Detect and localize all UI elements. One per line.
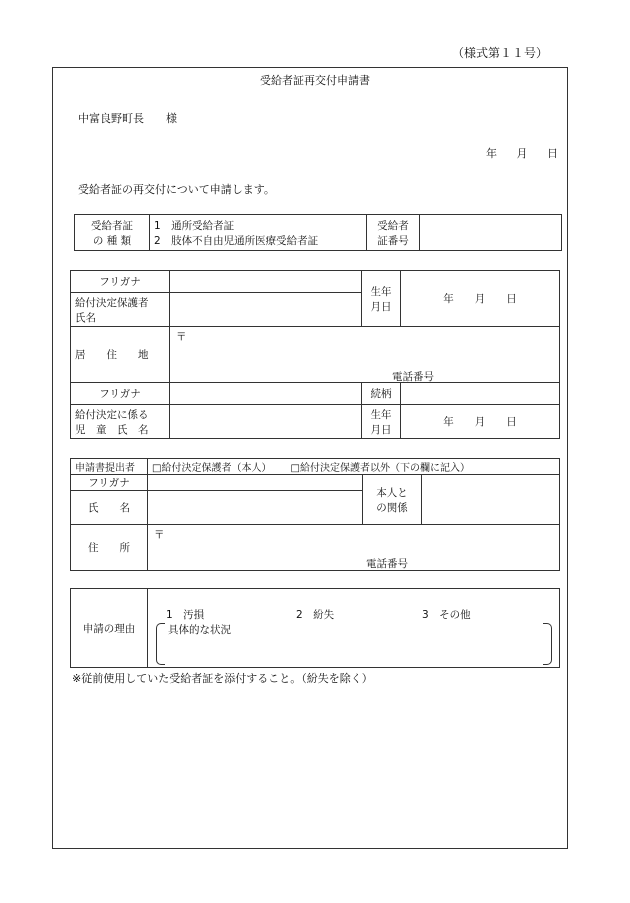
guardian-dob-label [362, 271, 401, 327]
guardian-phone-label: 電話番号 [392, 371, 434, 383]
guardian-name-label-1: 給付決定保護者 [75, 296, 149, 309]
type-label-line2: の 種 類 [92, 234, 132, 247]
bracket-left-icon [156, 623, 165, 665]
reason-label: 申請の理由 [71, 589, 148, 668]
certificate-type-table [74, 214, 562, 251]
type-label-cell [75, 215, 150, 251]
guardian-name-label [71, 293, 170, 327]
type-options-cell [150, 215, 367, 251]
reason-table [70, 588, 560, 668]
child-name-label-1: 給付決定に係る [75, 408, 149, 421]
reason-detail-label: 具体的な状況 [168, 624, 231, 636]
guardian-dob-label-2: 月日 [370, 300, 392, 313]
form-title: 受給者証再交付申請書 [260, 74, 370, 87]
applicant-option-other[interactable]: □給付決定保護者以外（下の欄に記入） [290, 463, 470, 474]
reason-field[interactable] [148, 589, 560, 668]
year-label: 年 [486, 147, 497, 160]
applicant-name-field[interactable] [148, 491, 363, 525]
applicant-options [148, 459, 560, 475]
application-date [486, 145, 558, 161]
applicant-furigana-label: フリガナ [71, 475, 148, 491]
relation-field[interactable] [401, 383, 560, 405]
guardian-address-label: 居 住 地 [71, 327, 170, 383]
guardian-dob-field[interactable]: 年 月 日 [401, 271, 560, 327]
child-dob-field[interactable]: 年 月 日 [401, 405, 560, 439]
guardian-table [70, 270, 560, 439]
type-option-1: 1 通所受給者証 [154, 219, 235, 232]
applicant-furigana-field[interactable] [148, 475, 363, 491]
cert-number-label-line1: 受給者 [377, 219, 409, 232]
bracket-right-icon [543, 623, 552, 665]
reason-option-soiled[interactable]: 1 汚損 [166, 609, 205, 621]
applicant-option-self[interactable]: □給付決定保護者（本人） [152, 463, 272, 474]
attachment-note: ※従前使用していた受給者証を添付すること。（紛失を除く） [72, 672, 373, 685]
guardian-name-label-2: 氏名 [75, 311, 96, 324]
applicant-relation-field[interactable] [422, 475, 560, 525]
applicant-address-label: 住 所 [71, 525, 148, 571]
cert-number-label-cell [367, 215, 420, 251]
reason-option-lost[interactable]: 2 紛失 [296, 609, 335, 621]
applicant-postal-mark: 〒 [154, 529, 165, 541]
day-label: 日 [547, 147, 558, 160]
applicant-table [70, 458, 560, 571]
applicant-phone-label: 電話番号 [366, 558, 408, 570]
child-dob-label-2: 月日 [370, 423, 392, 436]
child-dob-label [362, 405, 401, 439]
guardian-postal-mark: 〒 [176, 331, 187, 343]
reason-option-other[interactable]: 3 その他 [422, 609, 471, 621]
relation-label: 続柄 [362, 383, 401, 405]
guardian-address-field[interactable] [170, 327, 560, 383]
child-name-label [71, 405, 170, 439]
child-name-field[interactable] [170, 405, 362, 439]
guardian-furigana-label: フリガナ [71, 271, 170, 293]
guardian-dob-label-1: 生年 [370, 285, 392, 298]
child-furigana-field[interactable] [170, 383, 362, 405]
applicant-label: 申請書提出者 [71, 459, 148, 475]
applicant-relation-label [363, 475, 422, 525]
child-name-label-2: 児 童 氏 名 [75, 423, 149, 436]
child-dob-label-1: 生年 [370, 408, 392, 421]
type-label-line1: 受給者証 [91, 219, 133, 232]
applicant-relation-label-2: の関係 [376, 501, 408, 514]
type-option-2: 2 肢体不自由児通所医療受給者証 [154, 234, 319, 247]
cert-number-label-line2: 証番号 [377, 234, 409, 247]
addressee: 中富良野町長 様 [78, 112, 177, 125]
lead-text: 受給者証の再交付について申請します。 [78, 183, 275, 196]
guardian-furigana-field[interactable] [170, 271, 362, 293]
applicant-name-label: 氏 名 [71, 491, 148, 525]
month-label: 月 [516, 147, 528, 160]
applicant-relation-label-1: 本人と [376, 486, 408, 499]
applicant-address-field[interactable] [148, 525, 560, 571]
cert-number-field[interactable] [420, 215, 562, 251]
guardian-name-field[interactable] [170, 293, 362, 327]
form-number: （様式第１１号） [452, 46, 549, 60]
child-furigana-label: フリガナ [71, 383, 170, 405]
